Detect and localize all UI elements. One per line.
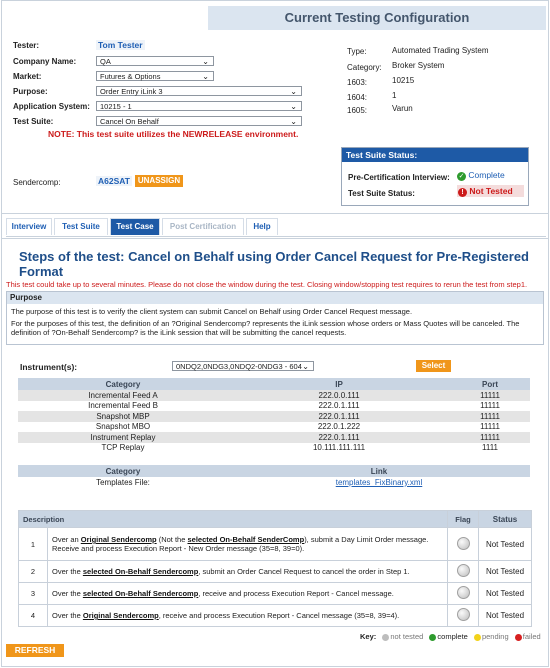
table-row: [18, 477, 530, 488]
step-row: [19, 605, 532, 627]
emph: selected On-Behalf SenderComp: [187, 535, 305, 544]
purpose-select-value: Order Entry iLink 3: [100, 87, 163, 96]
tester-label: Tester:: [13, 41, 40, 50]
warning-text: This test could take up to several minutes. Please do not close the window during the test. Closing window/stopping test requires to rerun the test from step1.: [6, 280, 528, 289]
f1605-value: Varun: [392, 104, 413, 113]
purpose-box: [6, 291, 544, 345]
suite-status-title: Test Suite Status:: [342, 148, 528, 162]
col-ip: IP: [228, 378, 450, 390]
instruments-label: Instrument(s):: [20, 362, 78, 372]
step-row: [19, 583, 532, 605]
cell: 222.0.0.111: [228, 390, 450, 401]
cell: 222.0.1.111: [228, 432, 450, 443]
step-status: Not Tested: [479, 583, 532, 605]
table-header: [18, 378, 530, 390]
step-status: Not Tested: [479, 528, 532, 561]
step-description: [48, 528, 448, 561]
purpose-label: Purpose:: [13, 87, 48, 96]
text: ), submit a Day Limit Order message. Receive and process Execution Report - New Order message (35=8, 39=0).: [52, 535, 429, 553]
market-select[interactable]: [96, 71, 214, 81]
col-link: Link: [228, 465, 530, 477]
check-circle-icon: ✓: [458, 173, 465, 180]
key-not-tested: not tested: [390, 632, 424, 641]
step-flag[interactable]: [448, 561, 479, 583]
appsys-label: Application System:: [13, 102, 90, 111]
purpose-text-1: The purpose of this test is to verify the client system can submit Cancel on Behalf using Order Cancel Request message.: [11, 307, 413, 316]
cell: TCP Replay: [18, 443, 228, 454]
step-description: [48, 561, 448, 583]
select-button[interactable]: Select: [416, 360, 451, 372]
chevron-down-icon: ⌄: [290, 87, 297, 96]
tab-test-case[interactable]: Test Case: [110, 218, 160, 235]
not-tested-dot-icon: [382, 634, 389, 641]
type-value: Automated Trading System: [392, 46, 489, 55]
cell: 11111: [450, 401, 530, 412]
emph: selected On-Behalf Sendercomp: [82, 567, 199, 576]
table-row: [18, 432, 530, 443]
links-table: [18, 465, 530, 488]
suite-status-box: [341, 147, 529, 206]
suite-status-label: Test Suite Status:: [348, 189, 415, 198]
templates-label: Templates File:: [18, 477, 228, 488]
instrument-select[interactable]: [172, 361, 314, 371]
alert-icon: !: [458, 188, 467, 197]
step-description: [48, 605, 448, 627]
f1605-label: 1605:: [347, 106, 368, 115]
steps-header: [19, 511, 532, 528]
cell: 11111: [450, 422, 530, 433]
emph: selected On-Behalf Sendercomp: [82, 589, 199, 598]
instrument-select-value: 0NDQ2,0NDG3,0NDQ2-0NDG3 - 604: [176, 362, 302, 371]
flag-icon: [457, 586, 470, 599]
emph: Original Sendercomp: [80, 535, 157, 544]
purpose-select[interactable]: [96, 86, 302, 96]
text: Over the: [52, 567, 83, 576]
f1604-label: 1604:: [347, 93, 368, 102]
cell: 10.111.111.111: [228, 443, 450, 454]
table-row: [18, 390, 530, 401]
col-description: Description: [19, 511, 448, 528]
cell: Snapshot MBO: [18, 422, 228, 433]
table-row: [18, 411, 530, 422]
table-row: [18, 401, 530, 412]
table-header: [18, 465, 530, 477]
company-select[interactable]: [96, 56, 214, 66]
step-status: Not Tested: [479, 561, 532, 583]
flag-icon: [457, 537, 470, 550]
failed-dot-icon: [515, 634, 522, 641]
table-row: [18, 422, 530, 433]
config-title: Current Testing Configuration: [208, 6, 546, 30]
appsys-select[interactable]: [96, 101, 302, 111]
templates-link[interactable]: templates_FixBinary.xml: [335, 477, 423, 487]
flag-icon: [457, 608, 470, 621]
f1603-value: 10215: [392, 76, 415, 85]
chevron-down-icon: ⌄: [290, 102, 297, 111]
feeds-table: [18, 378, 530, 453]
text: , receive and process Execution Report - Cancel message (35=8, 39=4).: [158, 611, 400, 620]
cell: Snapshot MBP: [18, 411, 228, 422]
col-category: Category: [18, 378, 228, 390]
tab-test-suite[interactable]: Test Suite: [54, 218, 108, 235]
cell: 222.0.1.111: [228, 411, 450, 422]
market-label: Market:: [13, 72, 42, 81]
col-flag: Flag: [448, 511, 479, 528]
cell: Incremental Feed A: [18, 390, 228, 401]
suite-label: Test Suite:: [13, 117, 54, 126]
suite-status-value: Not Tested: [469, 186, 513, 196]
precert-status: [457, 170, 505, 181]
purpose-text-2: For the purposes of this test, the definition of an ?Original Sendercomp? represents the iLink session whose orders or Mass Quotes will be canceled. The definition of ?On-Behalf Sendercomp? is the iLink session that will be submitting the cancel requests.: [11, 319, 520, 337]
market-select-value: Futures & Options: [100, 72, 161, 81]
sendercomp-label: Sendercomp:: [13, 178, 61, 187]
tab-help[interactable]: Help: [246, 218, 278, 235]
cell: 11111: [450, 411, 530, 422]
text: , receive and process Execution Report - Cancel message.: [198, 589, 394, 598]
col-status: Status: [479, 511, 532, 528]
category-label: Category:: [347, 63, 382, 72]
text: Over an: [52, 535, 81, 544]
step-number: 1: [19, 528, 48, 561]
step-flag[interactable]: [448, 583, 479, 605]
chevron-down-icon: ⌄: [302, 362, 309, 371]
tab-bar: [6, 218, 546, 237]
emph: Original Sendercomp: [82, 611, 159, 620]
key-label: Key:: [360, 632, 377, 641]
step-row: [19, 561, 532, 583]
precert-label: Pre-Certification Interview:: [348, 173, 450, 182]
page-title: Steps of the test: Cancel on Behalf using Order Cancel Request for Pre-Registered Format: [19, 249, 529, 279]
tab-post-certification: Post Certification: [162, 218, 244, 235]
suite-select[interactable]: [96, 116, 302, 126]
templates-link-cell: [228, 477, 530, 488]
appsys-select-value: 10215 - 1: [100, 102, 132, 111]
flag-icon: [457, 564, 470, 577]
text: Over the: [52, 611, 83, 620]
status-key: [360, 632, 541, 641]
chevron-down-icon: ⌄: [202, 72, 209, 81]
category-value: Broker System: [392, 61, 445, 70]
step-flag[interactable]: [448, 528, 479, 561]
cell: 11111: [450, 390, 530, 401]
steps-table: [18, 510, 532, 627]
purpose-title: Purpose: [7, 292, 543, 304]
key-failed: failed: [522, 632, 541, 641]
chevron-down-icon: ⌄: [290, 117, 297, 126]
cell: 222.0.1.111: [228, 401, 450, 412]
key-pending: pending: [481, 632, 509, 641]
step-number: 2: [19, 561, 48, 583]
unassign-button[interactable]: UNASSIGN: [135, 175, 183, 187]
type-label: Type:: [347, 47, 367, 56]
step-flag[interactable]: [448, 605, 479, 627]
text: (Not the: [156, 535, 188, 544]
tab-interview[interactable]: Interview: [6, 218, 52, 235]
refresh-button[interactable]: REFRESH: [6, 644, 64, 657]
cell: Instrument Replay: [18, 432, 228, 443]
step-description: [48, 583, 448, 605]
company-label: Company Name:: [13, 57, 77, 66]
col-category: Category: [18, 465, 228, 477]
step-number: 4: [19, 605, 48, 627]
cell: Incremental Feed B: [18, 401, 228, 412]
cell: 222.0.1.222: [228, 422, 450, 433]
company-select-value: QA: [100, 57, 111, 66]
environment-note: NOTE: This test suite utilizes the NEWRELEASE environment.: [48, 129, 299, 139]
step-number: 3: [19, 583, 48, 605]
pending-dot-icon: [474, 634, 481, 641]
step-row: [19, 528, 532, 561]
cell: 1111: [450, 443, 530, 454]
cell: 11111: [450, 432, 530, 443]
suite-select-value: Cancel On Behalf: [100, 117, 159, 126]
complete-dot-icon: [429, 634, 436, 641]
precert-value: Complete: [468, 170, 505, 180]
table-row: [18, 443, 530, 454]
sendercomp-value: A62SAT: [98, 176, 130, 186]
text: , submit an Order Cancel Request to cancel the order in Step 1.: [198, 567, 410, 576]
tester-value: Tom Tester: [98, 40, 143, 50]
suite-status-value-badge: [457, 185, 524, 197]
f1603-label: 1603:: [347, 78, 368, 87]
col-port: Port: [450, 378, 530, 390]
chevron-down-icon: ⌄: [202, 57, 209, 66]
key-complete: complete: [437, 632, 468, 641]
f1604-value: 1: [392, 91, 397, 100]
step-status: Not Tested: [479, 605, 532, 627]
text: Over the: [52, 589, 83, 598]
